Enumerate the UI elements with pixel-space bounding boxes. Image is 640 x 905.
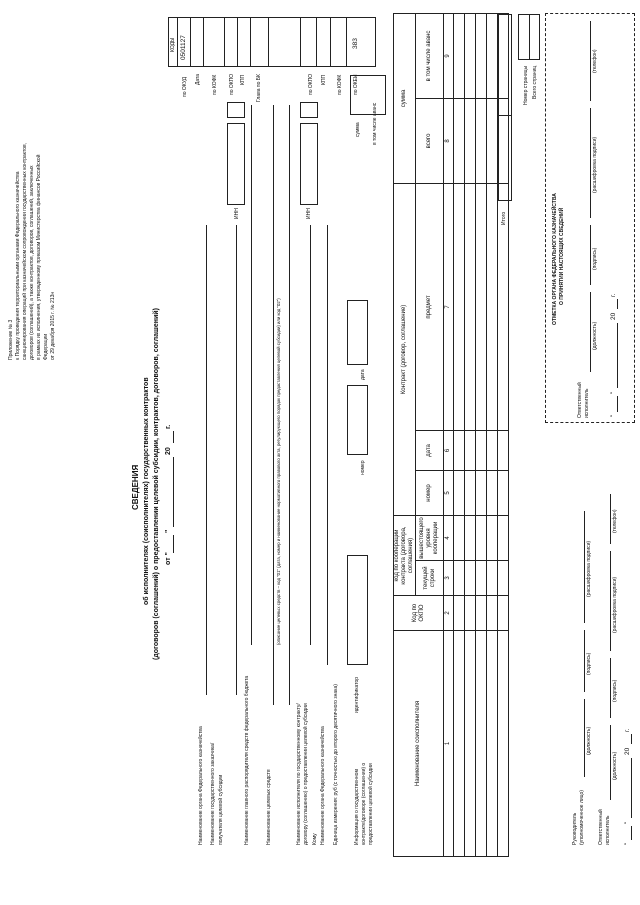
head-signature-caption: (подпись) <box>586 652 592 675</box>
contract-info-label-2: контракте/договоре (соглашении) о <box>361 762 367 845</box>
colnum-7: 7 <box>444 183 454 430</box>
th-code-group: код по кооперации контракта (договора, соглашения) <box>394 515 416 595</box>
tm-date-g: г. <box>610 293 617 297</box>
title-date-suffix: г. <box>165 424 172 429</box>
resp-decoding-caption: (расшифровка подписи) <box>612 576 618 633</box>
table-row[interactable] <box>487 13 498 856</box>
codes-divider-5 <box>250 17 251 67</box>
tm-day-line[interactable] <box>617 396 618 412</box>
kpp-input-1[interactable] <box>227 102 245 118</box>
codes-divider-6 <box>268 17 269 67</box>
th-current-line: текущей строки <box>416 561 444 596</box>
appendix-line-4: договоров (соглашений), а также контрактов, договоров, соглашений, заключенных <box>29 165 35 360</box>
th-higher-level: вышестоящего уровня кооперации <box>416 515 444 560</box>
sig-date-g: г. <box>624 728 631 732</box>
th-date: дата <box>416 430 444 470</box>
contractor-label-2: договору (соглашению) о предоставлении целевой субсидии <box>303 703 309 845</box>
total-label: Итого <box>501 211 507 225</box>
codes-header: КОДЫ <box>170 37 176 52</box>
title-date-year: 20 <box>165 447 172 455</box>
kofk2-label: по КОФК <box>337 74 343 95</box>
codes-divider-7 <box>300 17 301 67</box>
total-divider <box>498 115 512 116</box>
resp-signature-line[interactable] <box>610 658 611 718</box>
appendix-line-3: санкционирования операций при казначейском сопровождении государственных контрактов, <box>22 142 28 360</box>
tm-signature-line[interactable] <box>590 225 591 285</box>
to-whom-label: Кому <box>312 833 318 845</box>
okei-label: по ОКЕИ <box>353 74 359 95</box>
sig-year-line[interactable] <box>631 734 632 744</box>
tm-year-line[interactable] <box>617 299 618 309</box>
codes-divider-8 <box>316 17 317 67</box>
treasury-body-label: Наименование органа Федерального казначейства <box>320 726 326 845</box>
contract-date-input[interactable] <box>347 300 368 365</box>
resp-signature-caption: (подпись) <box>612 679 618 702</box>
resp-phone-caption: (телефон) <box>612 509 618 533</box>
resp-post-line[interactable] <box>610 725 611 800</box>
codes-divider-10 <box>346 17 347 67</box>
treasury-body-line[interactable] <box>327 225 328 665</box>
codes-divider-2 <box>203 17 204 67</box>
okpo-label: по ОКПО <box>229 73 235 95</box>
org-name-label: Наименование органа Федерального казначейства <box>198 726 204 845</box>
kpp-label: КПП <box>240 74 246 85</box>
tm-phone-line[interactable] <box>590 21 591 101</box>
sig-date-year: 20 <box>624 747 631 755</box>
contractors-table <box>393 13 509 857</box>
funds-name-label: Наименование целевых средств <box>266 769 272 845</box>
appendix-line-5: в рамках их исполнения, утвержденному приказом Министерства финансов Российской <box>36 154 42 360</box>
sig-day-line[interactable] <box>631 826 632 840</box>
head-label-2: (уполномоченное лицо) <box>579 790 585 845</box>
okei-value: 383 <box>352 38 359 49</box>
colnum-1: 1 <box>444 631 454 857</box>
colnum-3: 3 <box>444 561 454 596</box>
page-box-divider <box>529 14 530 60</box>
th-contract-group: Контракт (договор, соглашение) <box>394 183 416 515</box>
resp-phone-line[interactable] <box>610 494 611 544</box>
title-year-line <box>173 431 174 443</box>
appendix-line-2: к Порядку проведения территориальными органами Федерального казначейства <box>15 171 21 360</box>
page-number-label: Номер страницы <box>523 65 529 105</box>
tm-decoding-caption: (расшифровка подписи) <box>592 136 598 193</box>
contract-number-input[interactable] <box>347 385 368 455</box>
treasury-mark-title-1: ОТМЕТКА ОРГАНА ФЕДЕРАЛЬНОГО КАЗНАЧЕЙСТВА <box>552 193 558 325</box>
tm-decoding-line[interactable] <box>590 108 591 218</box>
customer-label-1: Наименование государственного заказчика/ <box>210 742 216 845</box>
customer-label-2: получателя целевой субсидии <box>218 774 224 845</box>
identifier-label: идентификатор <box>354 676 360 713</box>
form-subtitle-2: (договоров (соглашений) о предоставлении целевой субсидии, контрактов, договоров, соглашений) <box>153 308 160 660</box>
title-date-from: от " <box>165 552 172 565</box>
colnum-2: 2 <box>444 596 454 631</box>
colnum-8: 8 <box>444 98 454 183</box>
appendix-line-6: Федерации <box>43 333 49 360</box>
colnum-5: 5 <box>444 470 454 515</box>
contract-info-label-3: предоставлении целевой субсидии <box>368 763 374 845</box>
codes-divider-9 <box>330 17 331 67</box>
tm-post-caption: (должность) <box>592 321 598 350</box>
contractor-label-1: Наименование исполнителя по государственному контракту/ <box>296 703 302 845</box>
org-name-line[interactable] <box>206 225 207 695</box>
table-row[interactable] <box>476 13 487 856</box>
th-contractor-name: Наименование соисполнителя <box>394 631 444 857</box>
resp-post-caption: (должность) <box>612 751 618 780</box>
tm-date-quote-close: " <box>610 391 617 394</box>
funds-name-line-2[interactable] <box>289 105 290 705</box>
codes-divider-3 <box>224 17 225 67</box>
th-number: номер <box>416 470 444 515</box>
contract-advance-label: в том числе аванс <box>372 102 378 145</box>
kpp-input-2[interactable] <box>300 102 318 118</box>
head-label-1: Руководитель <box>572 812 578 845</box>
tm-date-quote-open: " <box>610 414 617 417</box>
head-signature-line[interactable] <box>584 630 585 692</box>
th-okpo: Код по ОКПО <box>394 596 444 631</box>
contract-sum-input[interactable] <box>350 75 386 115</box>
head-decoding-line[interactable] <box>584 511 585 623</box>
head-decoding-caption: (расшифровка подписи) <box>586 540 592 597</box>
codes-divider-1 <box>190 17 191 67</box>
contract-date-label: дата <box>360 369 366 380</box>
codes-box <box>168 17 376 67</box>
unit-label: Единица измерения: руб (с точностью до второго десятичного знака) <box>333 684 339 845</box>
inn-input-1[interactable] <box>227 123 245 205</box>
head-post-caption: (должность) <box>586 726 592 755</box>
budget-manager-label: Наименование главного распорядителя средств федерального бюджета <box>244 675 250 845</box>
codes-divider-4 <box>237 17 238 67</box>
tm-resp-label-1: Ответственный <box>577 382 583 418</box>
inn2-label: ИНН <box>306 208 312 219</box>
contract-sum-label: сумма <box>355 122 361 137</box>
appendix-line-1: Приложение № 3 <box>8 319 14 360</box>
customer-line[interactable] <box>236 225 237 695</box>
treasury-mark-title-2: О ПРИНЯТИИ НАСТОЯЩИХ СВЕДЕНИЙ <box>559 207 565 305</box>
title-month-line <box>173 457 174 527</box>
sig-date-quote-open: " <box>624 842 631 845</box>
resp-label-2: исполнитель <box>605 815 611 845</box>
contract-info-label-1: Информация о государственном <box>354 769 360 845</box>
contract-number-label: номер <box>360 460 366 475</box>
tm-post-line[interactable] <box>590 292 591 372</box>
inn-label: ИНН <box>234 208 240 219</box>
inn-input-2[interactable] <box>300 123 318 205</box>
appendix-line-7: от 29 декабря 2015 г. № 213н <box>50 291 56 360</box>
tm-date-year: 20 <box>610 312 617 320</box>
resp-decoding-line[interactable] <box>610 551 611 651</box>
funds-hint: (описание целевых средств – код "01" (дата, номер и наименование нормативного правового акта, регулирующего порядок предоставления целевой субсидии) или код "02") <box>276 298 281 645</box>
th-advance: в том числе аванс <box>416 13 444 98</box>
okpo2-label: по ОКПО <box>308 73 314 95</box>
colnum-4: 4 <box>444 515 454 560</box>
glava-label: Глава по БК <box>256 74 262 102</box>
title-date-quote: " <box>165 529 172 533</box>
identifier-input[interactable] <box>347 555 368 665</box>
tm-signature-caption: (подпись) <box>592 247 598 270</box>
funds-name-line[interactable] <box>273 105 274 705</box>
codes-divider-0 <box>177 17 178 67</box>
table-row[interactable] <box>454 13 465 856</box>
table-row[interactable] <box>465 13 476 856</box>
okud-value: 0501127 <box>180 35 187 60</box>
head-post-line[interactable] <box>584 699 585 777</box>
form-subtitle-1: об исполнителях (соисполнителях) государственных контрактов <box>143 377 150 605</box>
contractor-line[interactable] <box>310 225 311 645</box>
budget-manager-line[interactable] <box>251 105 252 645</box>
kofk-label: по КОФК <box>212 74 218 95</box>
resp-label-1: Ответственный <box>598 809 604 845</box>
th-subject: предмет <box>416 183 444 430</box>
tm-month-line[interactable] <box>617 323 618 388</box>
title-day-line <box>173 535 174 553</box>
colnum-6: 6 <box>444 430 454 470</box>
tm-resp-label-2: исполнитель <box>584 388 590 418</box>
form-title: СВЕДЕНИЯ <box>131 464 140 510</box>
pages-total-label: Всего страниц <box>532 65 538 99</box>
total-row-box <box>498 14 512 201</box>
kpp2-label: КПП <box>321 74 327 85</box>
th-total: всего <box>416 98 444 183</box>
date-code-label: Дата <box>195 73 201 85</box>
colnum-9: 9 <box>444 13 454 98</box>
sig-month-line[interactable] <box>631 758 632 818</box>
tm-phone-caption: (телефон) <box>592 49 598 73</box>
okud-label: по ОКУД <box>182 76 188 97</box>
th-sum-group: сумма <box>394 13 416 183</box>
sig-date-quote-close: " <box>624 821 631 824</box>
